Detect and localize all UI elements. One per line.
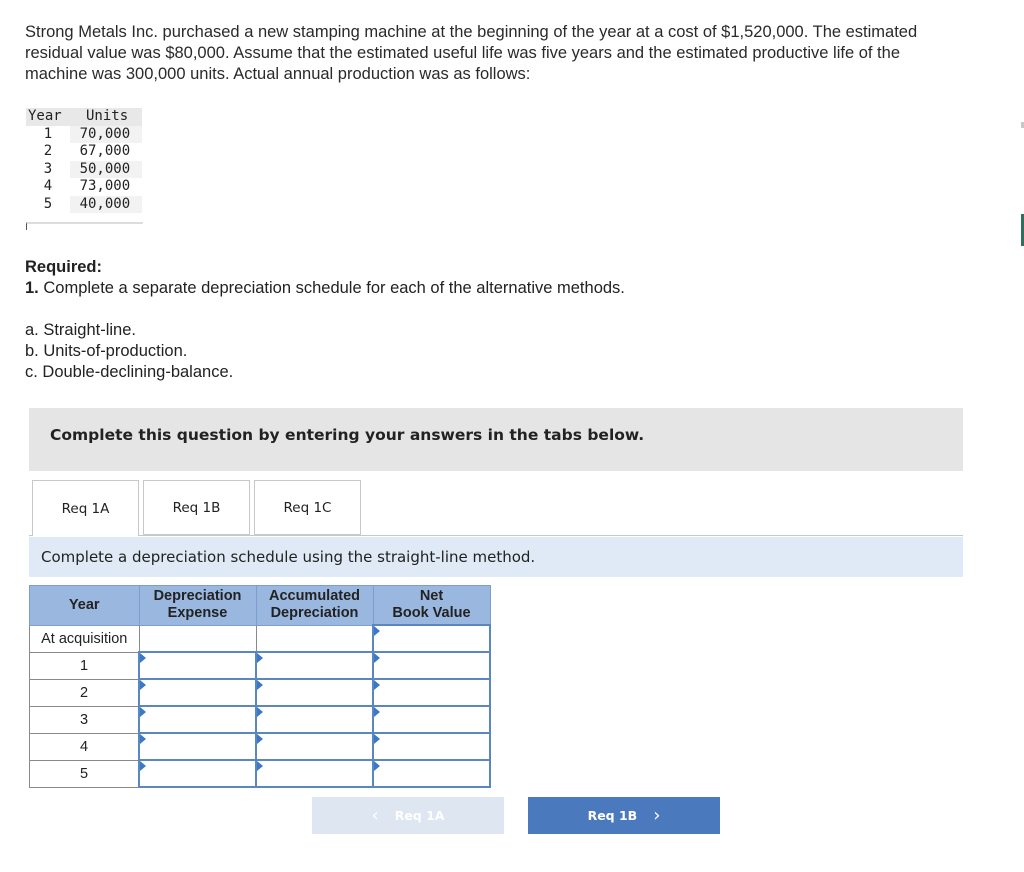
dep-expense-input-4[interactable] [139,733,256,760]
acc-dep-field[interactable] [257,761,372,786]
instruction-bar [29,408,963,471]
required-number: 1. [25,279,39,297]
row-year-label: 1 [30,652,140,679]
header-net-book-value [373,586,490,626]
header-acc-line2: Depreciation [270,605,359,622]
acc-dep-input-4[interactable] [256,733,373,760]
nbv-field[interactable] [374,680,489,705]
acc-dep-input-2[interactable] [256,679,373,706]
row-year-label: 3 [30,706,140,733]
production-year: 1 [43,125,53,142]
nbv-input-acquisition-field[interactable] [374,626,489,651]
dep-expense-field[interactable] [140,707,255,732]
schedule-description: Complete a depreciation schedule using the straight-line method. [41,548,536,566]
acc-dep-field[interactable] [257,680,372,705]
production-header-units: Units [70,108,142,126]
production-row [26,126,142,144]
nbv-input-acquisition[interactable] [373,625,490,652]
table-row [30,733,491,760]
nbv-field[interactable] [374,761,489,786]
acc-dep-input-1[interactable] [256,652,373,679]
acc-dep-field[interactable] [257,707,372,732]
nbv-input-2[interactable] [373,679,490,706]
nbv-field[interactable] [374,653,489,678]
nbv-input-1[interactable] [373,652,490,679]
nbv-input-3[interactable] [373,706,490,733]
header-nbv-line2: Book Value [392,605,471,621]
instruction-text: Complete this question by entering your answers in the tabs below. [50,426,645,444]
chevron-right-icon: › [653,805,661,826]
tab-divider [29,535,963,536]
acc-dep-input-5[interactable] [256,760,373,787]
dep-expense-cell-disabled [139,625,256,652]
tab-req-1a[interactable]: Req 1A [32,480,139,536]
row-year-label: 5 [30,760,140,787]
table-row [30,706,491,733]
header-dep-line1: Depreciation [153,588,242,605]
table-row [30,652,491,679]
production-table-scrollbar[interactable] [26,222,143,230]
production-year: 3 [43,160,53,177]
production-units: 67,000 [79,143,131,159]
method-item: a. Straight-line. [25,321,136,339]
table-row [30,625,491,652]
table-row [30,679,491,706]
dep-expense-field[interactable] [140,680,255,705]
nbv-input-5[interactable] [373,760,490,787]
dep-expense-input-1[interactable] [139,652,256,679]
header-nbv-line1: Net [419,588,444,604]
dep-expense-input-2[interactable] [139,679,256,706]
prev-req-button[interactable] [312,797,504,834]
production-row [26,196,142,214]
production-table [26,108,142,213]
prev-req-label: Req 1A [394,808,445,823]
method-item: b. Units-of-production. [25,342,188,360]
header-depreciation-expense [139,586,256,626]
methods-list [25,320,233,383]
production-row [26,178,142,196]
required-description: Complete a separate depreciation schedule for each of the alternative methods. [43,279,625,297]
production-units: 50,000 [70,161,142,179]
schedule-description-bar [29,537,963,577]
required-heading: Required: [25,258,103,276]
acc-dep-field[interactable] [257,653,372,678]
dep-expense-field[interactable] [140,653,255,678]
production-year: 5 [43,195,53,212]
production-year: 4 [43,178,53,194]
dep-expense-field[interactable] [140,761,255,786]
header-dep-line2: Expense [167,605,228,622]
nbv-field[interactable] [374,707,489,732]
production-row [26,161,142,179]
header-acc-line1: Accumulated [268,588,361,605]
dep-expense-input-3[interactable] [139,706,256,733]
production-units: 73,000 [79,178,131,194]
nbv-input-4[interactable] [373,733,490,760]
row-year-label: 2 [30,679,140,706]
chevron-left-icon: ‹ [371,805,379,826]
production-units: 70,000 [70,126,142,144]
required-text [25,279,625,298]
next-req-button[interactable] [528,797,720,834]
row-year-label: 4 [30,733,140,760]
acc-dep-field[interactable] [257,734,372,759]
dep-expense-input-5[interactable] [139,760,256,787]
acc-dep-input-3[interactable] [256,706,373,733]
depreciation-schedule-table [29,585,491,788]
header-year: Year [30,586,140,626]
dep-expense-field[interactable] [140,734,255,759]
production-year: 2 [43,143,53,159]
next-req-label: Req 1B [587,808,638,823]
acc-dep-cell-disabled [256,625,373,652]
row-year-label: At acquisition [30,625,140,652]
table-row [30,760,491,787]
method-item: c. Double-declining-balance. [25,363,234,381]
tab-req-1b[interactable]: Req 1B [143,480,250,535]
tab-req-1c[interactable]: Req 1C [254,480,361,535]
production-row [26,143,142,161]
production-header-year: Year [26,108,70,126]
production-units: 40,000 [70,196,142,214]
problem-statement: Strong Metals Inc. purchased a new stamping machine at the beginning of the year at a cost of $1,520,000. The estimated residual value was $80,000. Assume that the estimated useful life was five years and the estimated productive life of the machine was 300,000 units. Actual annual production was as follows: [25,23,918,83]
header-accumulated-depreciation [256,586,373,626]
nbv-field[interactable] [374,734,489,759]
